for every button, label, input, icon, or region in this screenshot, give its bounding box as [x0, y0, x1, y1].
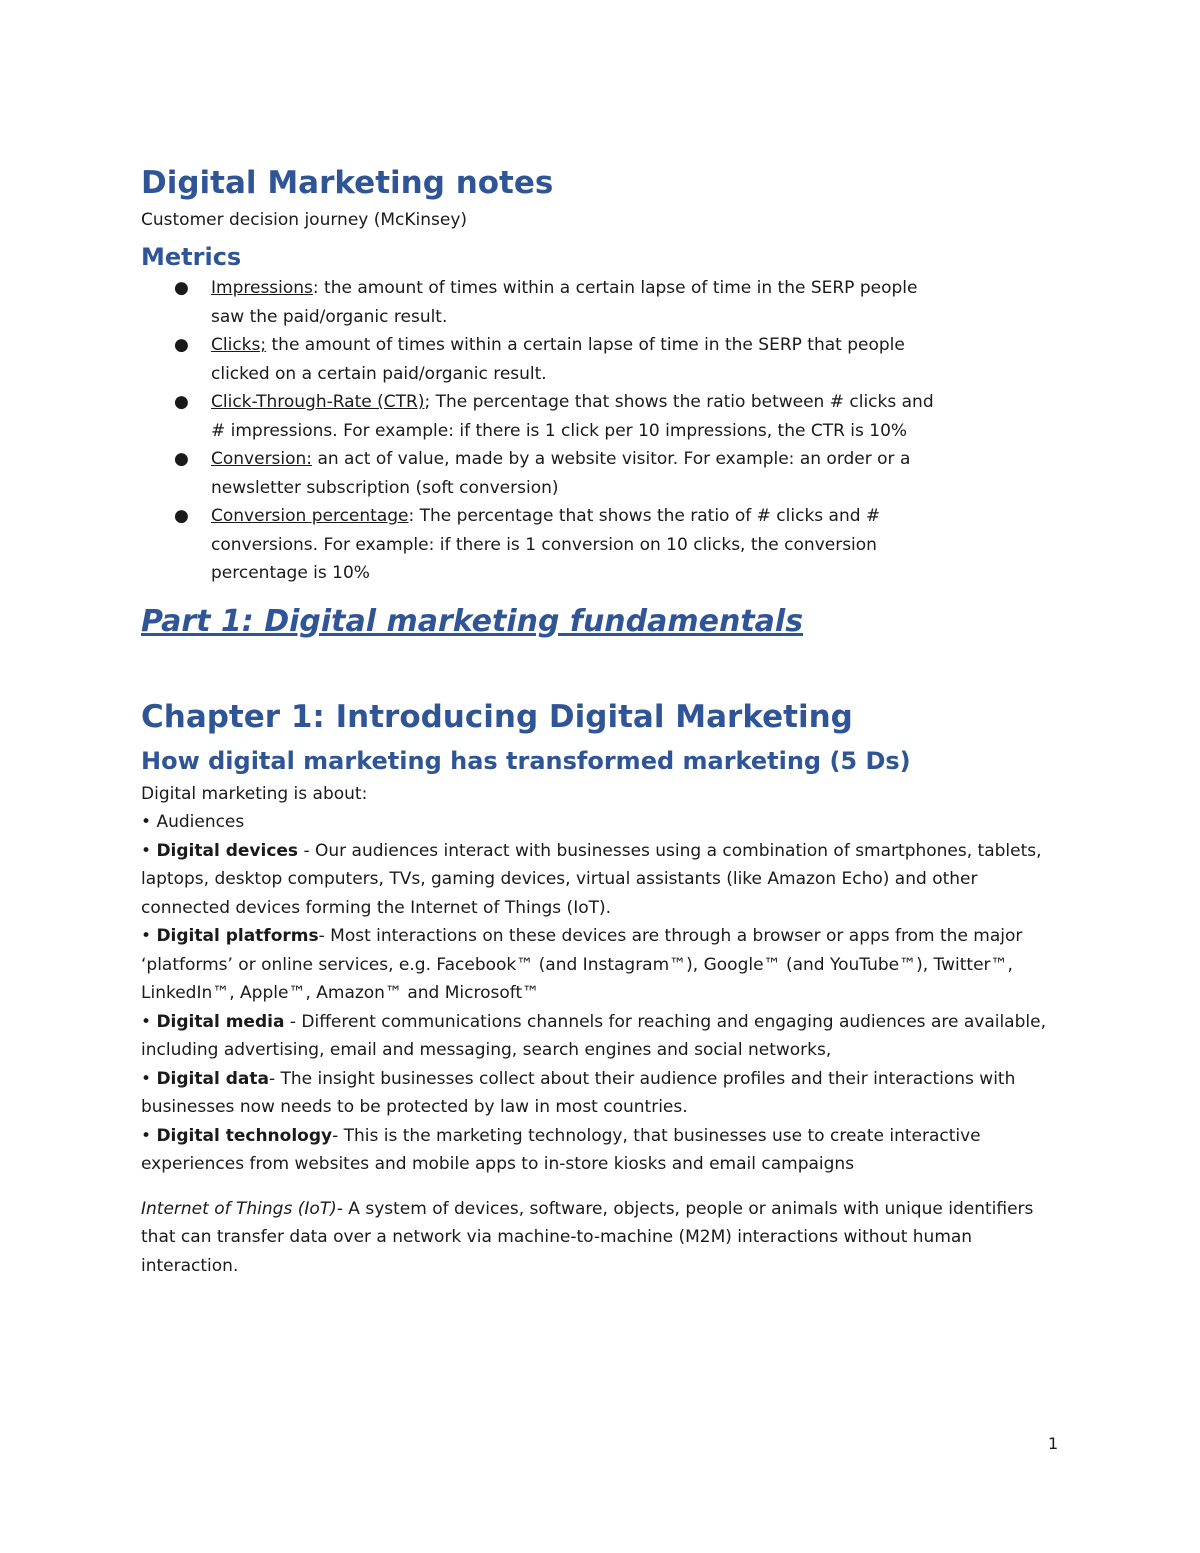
metric-item — [141, 274, 941, 331]
metric-definition: the amount of times within a certain lapse of time in the SERP that people clicked on a certain paid/organic result. — [211, 335, 905, 384]
bullet-icon: • — [141, 1068, 152, 1089]
bullet-icon: • — [141, 812, 152, 832]
d-item-term: Digital platforms — [156, 926, 319, 946]
bullet-icon: • — [141, 840, 152, 861]
page-number: 1 — [1048, 1434, 1059, 1453]
bullet-icon: ● — [174, 392, 189, 412]
metric-term: Conversion: — [211, 449, 313, 469]
iot-text: A system of devices, software, objects, people or animals with unique identifiers that can transfer data over a network via machine-to-machine (M2M) interactions without human interaction. — [141, 1198, 1034, 1276]
part-title: Part 1: Digital marketing fundamentals — [141, 603, 804, 639]
d-item-text: - Most interactions on these devices are through a browser or apps from the major ‘platforms’ or online services, e.g. Facebook™ (and Instagram™), Google™ (and YouTube™), Twitter™, LinkedIn™, Apple™, Amazon™ and Microsoft™ — [141, 926, 1023, 1003]
metric-item — [141, 388, 941, 445]
d-item-text: - Our audiences interact with businesses using a combination of smartphones, tablets, laptops, desktop computers, TVs, gaming devices, virtual assistants (like Amazon Echo) and other connected devices forming the Internet of Things (IoT). — [141, 840, 1042, 918]
bullet-icon: • — [141, 1011, 152, 1032]
d-item — [141, 808, 1066, 837]
metrics-heading: Metrics — [141, 243, 242, 271]
bullet-icon: ● — [174, 449, 189, 469]
d-item-term: Digital technology — [156, 1125, 333, 1146]
section-heading: How digital marketing has transformed marketing (5 Ds) — [141, 746, 911, 775]
iot-definition — [141, 1195, 1066, 1281]
metric-item — [141, 331, 941, 388]
metric-item — [141, 502, 941, 588]
iot-term: Internet of Things (IoT)- — [141, 1198, 343, 1219]
metric-definition: an act of value, made by a website visitor. For example: an order or a newsletter subscription (soft conversion) — [211, 449, 911, 498]
metric-definition: : The percentage that shows the ratio of # clicks and # conversions. For example: if there is 1 conversion on 10 clicks, the conversion percentage is 10% — [211, 506, 881, 583]
metric-term: Conversion percentage — [211, 506, 409, 526]
d-item-text: - This is the marketing technology, that businesses use to create interactive experiences from websites and mobile apps to in-store kiosks and email campaigns — [141, 1125, 981, 1174]
d-item-text: - Different communications channels for reaching and engaging audiences are available, including advertising, email and messaging, search engines and social networks, — [141, 1011, 1046, 1060]
metrics-list — [141, 274, 1066, 588]
metric-item — [141, 445, 941, 502]
d-item-term: Digital media — [156, 1011, 285, 1032]
metric-term: Impressions — [211, 278, 313, 298]
document-subtitle: Customer decision journey (McKinsey) — [141, 210, 468, 230]
d-item — [141, 922, 1066, 1008]
d-item — [141, 1122, 1066, 1179]
d-item-term: Digital devices — [156, 840, 299, 861]
metric-term: Click-Through-Rate (CTR) — [211, 392, 425, 412]
d-item — [141, 1008, 1066, 1065]
bullet-icon: ● — [174, 278, 189, 298]
bullet-icon: ● — [174, 506, 189, 526]
metric-definition: : the amount of times within a certain lapse of time in the SERP people saw the paid/organic result. — [211, 278, 918, 327]
d-item-term: Digital data — [156, 1068, 269, 1089]
d-item — [141, 1065, 1066, 1122]
section-intro: Digital marketing is about: — [141, 783, 368, 804]
document-title: Digital Marketing notes — [141, 165, 554, 201]
metric-definition: ; The percentage that shows the ratio between # clicks and # impressions. For example: if there is 1 click per 10 impressions, the CTR is 10% — [211, 392, 934, 441]
d-item-text: Audiences — [156, 812, 245, 832]
bullet-icon: • — [141, 1125, 152, 1146]
document-body — [141, 160, 1066, 1280]
chapter-title: Chapter 1: Introducing Digital Marketing — [141, 698, 853, 735]
d-item — [141, 837, 1066, 923]
metric-term: Clicks; — [211, 335, 267, 355]
bullet-icon: • — [141, 926, 152, 946]
d-item-text: - The insight businesses collect about their audience profiles and their interactions with businesses now needs to be protected by law in most countries. — [141, 1068, 1016, 1117]
bullet-icon: ● — [174, 335, 189, 355]
